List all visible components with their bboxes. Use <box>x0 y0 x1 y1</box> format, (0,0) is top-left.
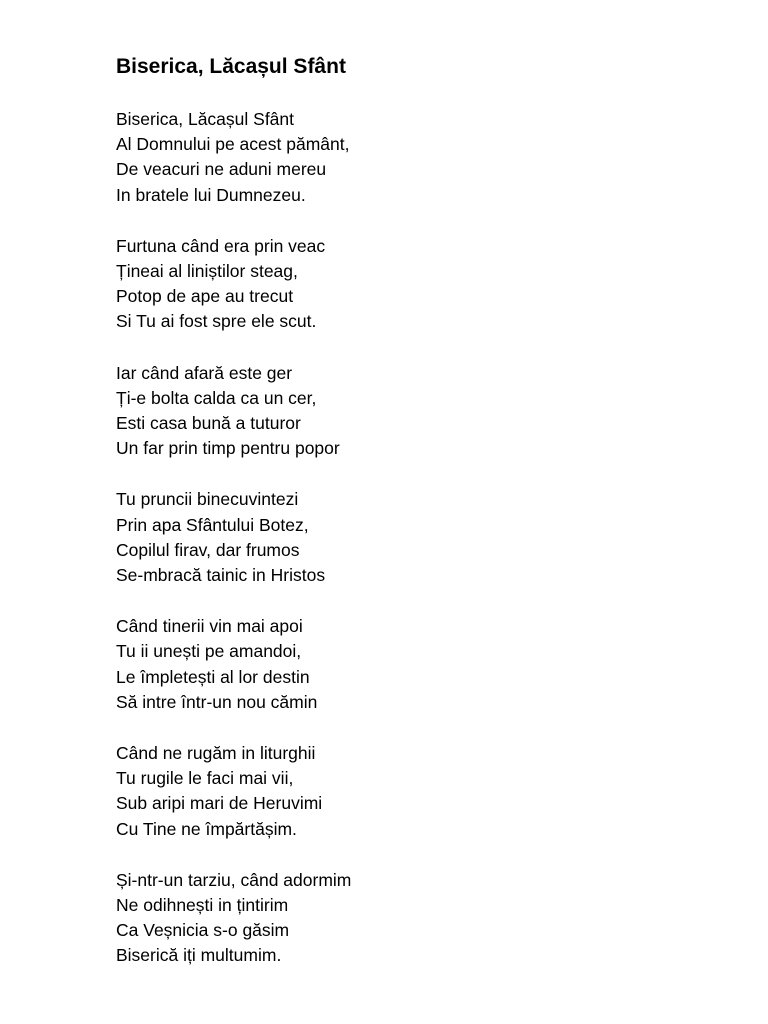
poem-title: Biserica, Lăcașul Sfânt <box>116 55 346 78</box>
poem-line: Un far prin timp pentru popor <box>116 438 340 459</box>
poem-line: Ți-e bolta calda ca un cer, <box>116 387 317 408</box>
stanza-1 <box>116 107 736 208</box>
poem-line: Când ne rugăm in liturghii <box>116 743 316 764</box>
stanza-4 <box>116 487 736 588</box>
poem-line: Al Domnului pe acest pământ, <box>116 134 350 155</box>
stanza-2 <box>116 234 736 335</box>
poem-line: Le împletești al lor destin <box>116 666 310 687</box>
poem-line: Biserica, Lăcașul Sfânt <box>116 109 295 129</box>
poem-line: Cu Tine ne împărtășim. <box>116 818 297 839</box>
stanza-3 <box>116 361 736 462</box>
poem-line: Tu rugile le faci mai vii, <box>116 768 294 789</box>
poem-line: Și-ntr-un tarziu, când adormim <box>116 869 352 890</box>
poem-line: Se-mbracă tainic in Hristos <box>116 565 326 586</box>
stanza-6 <box>116 741 736 842</box>
poem-line: Esti casa bună a tuturor <box>116 413 301 434</box>
poem-line: Iar când afară este ger <box>116 362 293 383</box>
document-page <box>116 52 736 995</box>
poem-line: Sub aripi mari de Heruvimi <box>116 793 323 814</box>
poem-line: Tu ii unești pe amandoi, <box>116 641 302 662</box>
stanza-7 <box>116 868 736 969</box>
poem-line: Prin apa Sfântului Botez, <box>116 514 309 535</box>
poem-line: Când tinerii vin mai apoi <box>116 616 303 637</box>
poem-line: Ca Veșnicia s-o găsim <box>116 920 290 941</box>
poem-line: Ne odihnești in țintirim <box>116 895 289 916</box>
poem-line: Tu pruncii binecuvintezi <box>116 489 299 510</box>
poem-line: Biserică iți multumim. <box>116 945 282 966</box>
poem-line: De veacuri ne aduni mereu <box>116 159 327 180</box>
stanza-5 <box>116 614 736 715</box>
poem-line: Copilul firav, dar frumos <box>116 539 300 560</box>
poem-line: In bratele lui Dumnezeu. <box>116 184 306 205</box>
poem-line: Si Tu ai fost spre ele scut. <box>116 311 317 332</box>
poem-line: Furtuna când era prin veac <box>116 235 326 256</box>
poem-line: Țineai al liniștilor steag, <box>116 261 298 282</box>
poem-line: Potop de ape au trecut <box>116 286 294 307</box>
poem-line: Să intre într-un nou cămin <box>116 691 318 712</box>
